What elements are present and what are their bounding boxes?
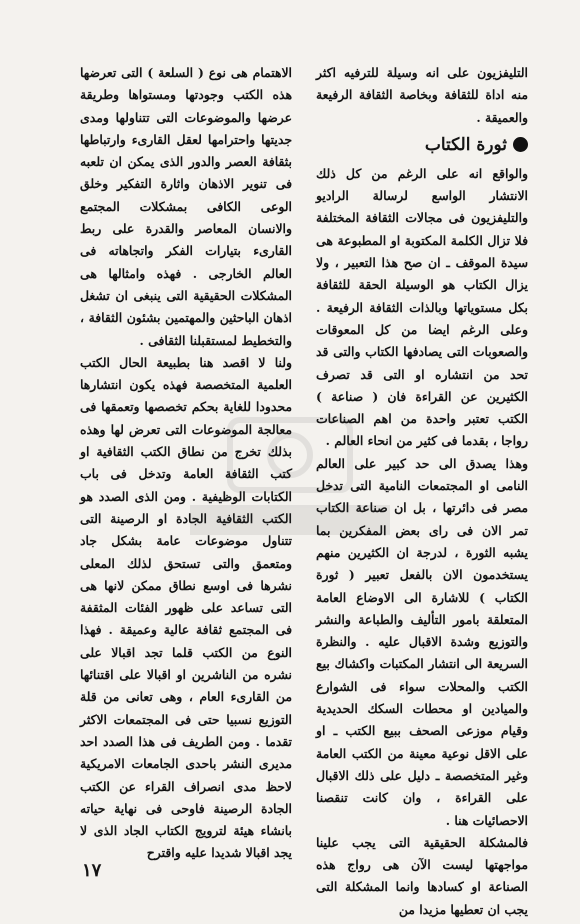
section-heading [316, 133, 528, 157]
left-column [80, 62, 292, 861]
page-number: ١٧ [82, 860, 102, 881]
right-column-paragraph-2: وهذا يصدق الى حد كبير على العالم النامى او المجتمعات النامية التى تدخل مصر فى دائرتها ، بل ان صناعة الكتاب تمر الان فى راى بعض المفكرين بما يشبه الثورة ، لدرجة ان الكثيرين منهم يستخدمون الان بالفعل تعبير ( ثورة الكتاب ) للاشارة الى الاوضاع العامة المتعلقة بامور التأليف والطباعة والنشر والتوزيع وشدة الاقبال عليه . والنظرة السريعة الى انتشار المكتبات واكشاك بيع الكتب والمحلات سواء فى الشوارع والميادين او محطات السكك الحديدية وقيام موزعى الصحف ببيع الكتب ـ او على الاقل نوعية معينة من الكتب العامة وغير المتخصصة ـ دليل على ذلك الاقبال على القراءة ، وان كانت تنقصنا الاحصائيات هنا . [316, 455, 528, 828]
right-column-paragraph-3: فالمشكلة الحقيقية التى يجب علينا مواجهتها ليست الآن هى رواج هذه الصناعة او كسادها وانما المشكلة التى يجب ان تعطيها مزيدا من [316, 834, 528, 917]
right-column-intro: التليفزيون على انه وسيلة للترفيه اكثر منه اداة للثقافة وبخاصة الثقافة الرفيعة والعميقة . [316, 65, 528, 125]
left-column-paragraph-1: الاهتمام هى نوع ( السلعة ) التى تعرضها هذه الكتب وجودتها ومستواها وطريقة عرضها والموضوعات التى تتناولها ومدى جديتها واحترامها لعقل القارىء وارتباطها بثقافة العصر والدور الذى يمكن ان تلعبه فى تنوير الاذهان واثارة التفكير وخلق الوعى الكافى بمشكلات المجتمع والانسان المعاصر والقدرة على ربط القارىء بتيارات الفكر واتجاهاته فى العالم الخارجى . فهذه وامثالها هى المشكلات الحقيقية التى ينبغى ان تشغل اذهان الباحثين والمهتمين بشئون الثقافة ، والتخطيط لمستقبلنا الثقافى . [80, 65, 292, 348]
left-column-paragraph-2: ولنا لا اقصد هنا بطبيعة الحال الكتب العلمية المتخصصة فهذه يكون انتشارها محدودا للغاية بحكم تخصصها وتعمقها فى معالجة الموضوعات التى تعرض لها وهذه بذلك تخرج من نطاق الكتب الثقافية او كتب الثقافة العامة وتدخل فى باب الكتابات الوظيفية . ومن الذى الصدد هو الكتب الثقافية الجادة او الرصينة التى تتناول موضوعات عامة بشكل جاد ومتعمق والتى تستحق لذلك المعلى نشرها فى اوسع نطاق ممكن لانها هى التى تساعد على ظهور الفئات المثقفة فى المجتمع ثقافة عالية وعميقة . فهذا النوع من الكتب قلما تجد اقبالا على نشره من الناشرين او اقبالا على اقتنائها من القارىء العام ، وهى تعانى من قلة التوزيع نسبيا حتى فى المجتمعات الاكثر تقدما . ومن الطريف فى هذا الصدد احد مديرى النشر باحدى الجامعات الامريكية لاحظ مدى انصراف القراء عن الكتب الجادة الرصينة فاوحى فى نهاية حياته بانشاء هيئة لترويج الكتاب الجاد الذى لا يجد اقبالا شديدا عليه واقترح [80, 354, 292, 861]
right-column [316, 62, 528, 917]
bullet-icon [513, 137, 528, 152]
section-heading-text: ثورة الكتاب [424, 134, 507, 155]
right-column-paragraph-1: والواقع انه على الرغم من كل ذلك الانتشار الواسع لرسالة الراديو والتليفزيون فى مجالات الثقافة المختلفة فلا تزال الكلمة المكتوبة او المطبوعة هى سيدة الموقف ـ ان صح هذا التعبير ، ولا يزال الكتاب هو الوسيلة الحقة للثقافة بكل مستوياتها وبالذات الثقافة الرفيعة . وعلى الرغم ايضا من كل المعوقات والصعوبات التى يصادفها الكتاب والتى قد تحد من انتشاره او التى قد تصرف الكثيرين عن القراءة فان ( صناعة ) الكتب تعتبر واحدة من اهم الصناعات رواجا ، بقدما فى كثير من انحاء العالم . [316, 165, 528, 449]
